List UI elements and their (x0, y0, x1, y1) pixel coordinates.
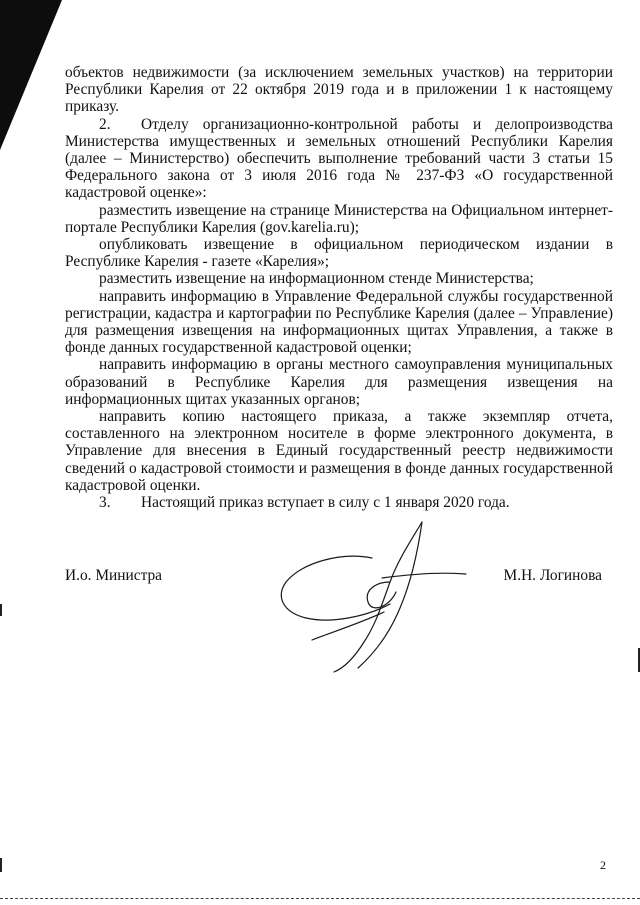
signatory-title: И.о. Министра (65, 567, 163, 584)
item-text: Отделу организационно-контрольной работы и делопроизводства Министерства имущественных и земельных отношений Республики Карелия (далее – Министерство) обеспечить выполнение требований части 3 статьи 15 Федерального закона от 3 июля 2016 года № 237-ФЗ «О государственной кадастровой оценке»: (65, 115, 613, 202)
paragraph-item-2 (65, 116, 613, 202)
scan-edge-mark (0, 858, 2, 872)
paragraph-subitem: разместить извещение на информационном стенде Министерства; (99, 270, 534, 288)
paragraph-subitem: опубликовать извещение в официальном периодическом издании в Республике Карелия - газете «Карелия»; (65, 236, 613, 271)
scan-edge-mark (0, 604, 2, 616)
paragraph-item-3 (65, 494, 613, 511)
item-number: 2. (99, 115, 111, 133)
paragraph-continuation: объектов недвижимости (за исключением земельных участков) на территории Республики Карелия от 22 октября 2019 года и в приложении 1 к настоящему приказу. (65, 64, 613, 116)
scan-bottom-edge (0, 898, 640, 899)
item-text: Настоящий приказ вступает в силу с 1 января 2020 года. (141, 494, 510, 512)
paragraph-subitem: направить информацию в органы местного самоуправления муниципальных образований в Республике Карелия для размещения извещения на информационных щитах указанных органов; (65, 356, 613, 408)
handwritten-signature (272, 520, 472, 680)
scan-corner-shadow (0, 0, 62, 150)
signatory-name: М.Н. Логинова (503, 567, 602, 584)
page-number: 2 (600, 858, 606, 872)
item-number: 3. (99, 494, 111, 512)
paragraph-subitem: направить информацию в Управление Федеральной службы государственной регистрации, кадастра и картографии по Республике Карелия (далее – Управление) для размещения извещения на информационных щитах Управления, а также в фонде данных государственной кадастровой оценки; (65, 287, 613, 357)
paragraph-subitem: направить копию настоящего приказа, а также экземпляр отчета, составленного на электронном носителе в форме электронного документа, в Управление для внесения в Единый государственный реестр недвижимости сведений о кадастровой стоимости и размещения в фонде данных государственной кадастровой оценки. (65, 408, 613, 494)
paragraph-subitem: разместить извещение на странице Министерства на Официальном интернет-портале Республики Карелия (gov.karelia.ru); (65, 201, 613, 236)
document-body (65, 64, 613, 511)
